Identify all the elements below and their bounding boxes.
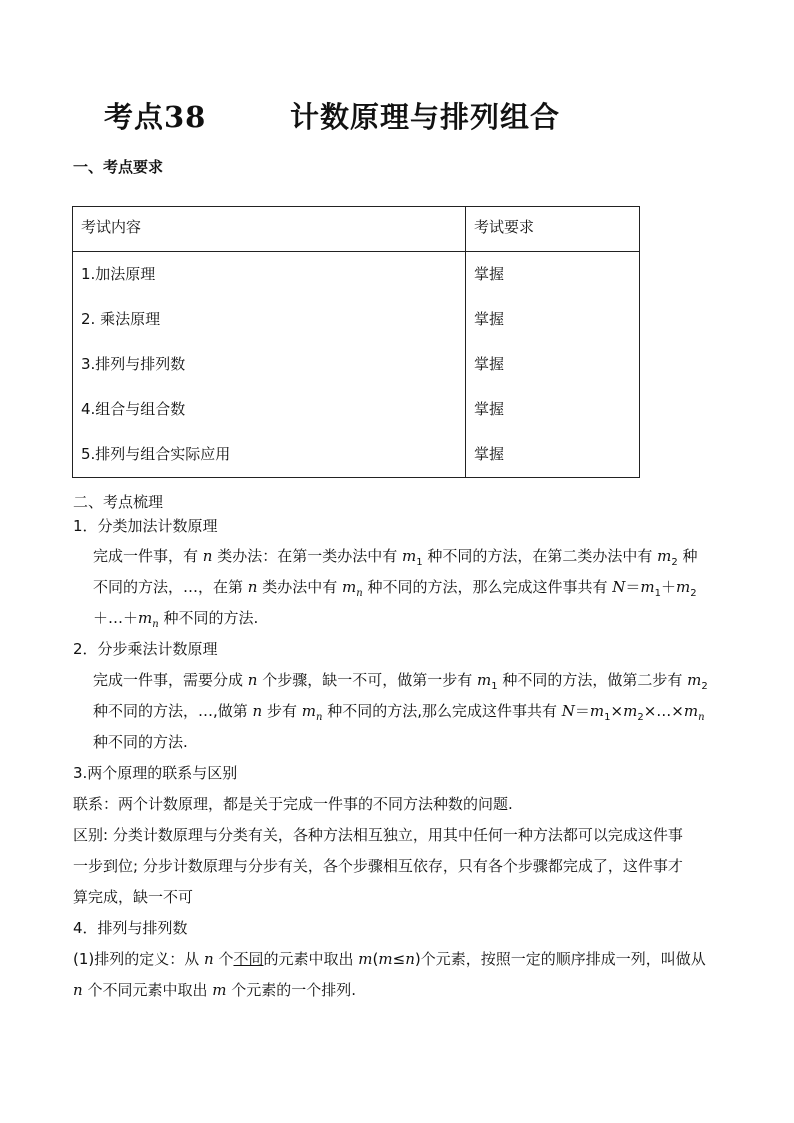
table-cell-content: 5.排列与组合实际应用 <box>81 445 231 463</box>
table-cell-requirement: 掌握 <box>474 310 505 328</box>
header-requirement: 考试要求 <box>474 218 535 236</box>
requirements-table <box>72 206 640 478</box>
item3-diff-line3: 算完成，缺一不可 <box>73 888 194 906</box>
table-cell-content: 4.组合与组合数 <box>81 400 186 418</box>
item3-diff-line1: 区别: 分类计数原理与分类有关，各种方法相互独立，用其中任何一种方法都可以完成这件事 <box>73 826 683 844</box>
item3-link: 联系：两个计数原理，都是关于完成一件事的不同方法种数的问题. <box>73 795 513 813</box>
item3-heading: 3.两个原理的联系与区别 <box>73 764 238 782</box>
table-cell-requirement: 掌握 <box>474 400 505 418</box>
section-heading-review: 二、考点梳理 <box>73 493 164 511</box>
item1-line3: $+\dots+m_n$ 种不同的方法. <box>93 609 259 630</box>
item2-line1: 完成一件事，需要分成 n 个步骤，缺一不可，做第一步有 $m_1$ 种不同的方法，做第二步有 $m_2$ <box>93 671 708 692</box>
title-name: 计数原理与排列组合 <box>290 100 561 134</box>
table-cell-content: 3.排列与排列数 <box>81 355 186 373</box>
table-cell-requirement: 掌握 <box>474 265 505 283</box>
item4-def-line1: (1)排列的定义：从 n 个不同的元素中取出 m(m≤n)个元素，按照一定的顺序排成一列，叫做从 <box>73 950 706 968</box>
item1-line2: 不同的方法，…，在第 n 类办法中有 $m_n$ 种不同的方法，那么完成这件事共有 $N=m_1+m_2$ <box>93 578 697 599</box>
title-topic: 考点38 <box>104 100 207 134</box>
item4-heading: 4．排列与排列数 <box>73 919 188 937</box>
header-content: 考试内容 <box>81 218 142 236</box>
item1-line1: 完成一件事，有 n 类办法：在第一类办法中有 $m_1$ 种不同的方法，在第二类办法中有 $m_2$ 种 <box>93 547 698 568</box>
table-cell-requirement: 掌握 <box>474 445 505 463</box>
table-body-row <box>73 252 640 478</box>
item2-heading: 2．分步乘法计数原理 <box>73 640 218 658</box>
section-heading-requirements: 一、考点要求 <box>73 158 164 176</box>
table-cell-content: 1.加法原理 <box>81 265 156 283</box>
item2-line3: 种不同的方法. <box>93 733 188 751</box>
table-cell-requirement: 掌握 <box>474 355 505 373</box>
item2-line2: 种不同的方法，…,做第 n 步有 $m_n$ 种不同的方法,那么完成这件事共有 $N=m_1\times m_2\times\dots\times m_n$ <box>93 702 705 723</box>
item1-heading: 1．分类加法计数原理 <box>73 517 218 535</box>
table-cell-content: 2. 乘法原理 <box>81 310 161 328</box>
item4-def-line2: n 个不同元素中取出 m 个元素的一个排列. <box>73 981 356 999</box>
table-header-row <box>73 207 640 252</box>
item3-diff-line2: 一步到位; 分步计数原理与分步有关，各个步骤相互依存，只有各个步骤都完成了，这件事才 <box>73 857 683 875</box>
page-title <box>104 95 561 136</box>
